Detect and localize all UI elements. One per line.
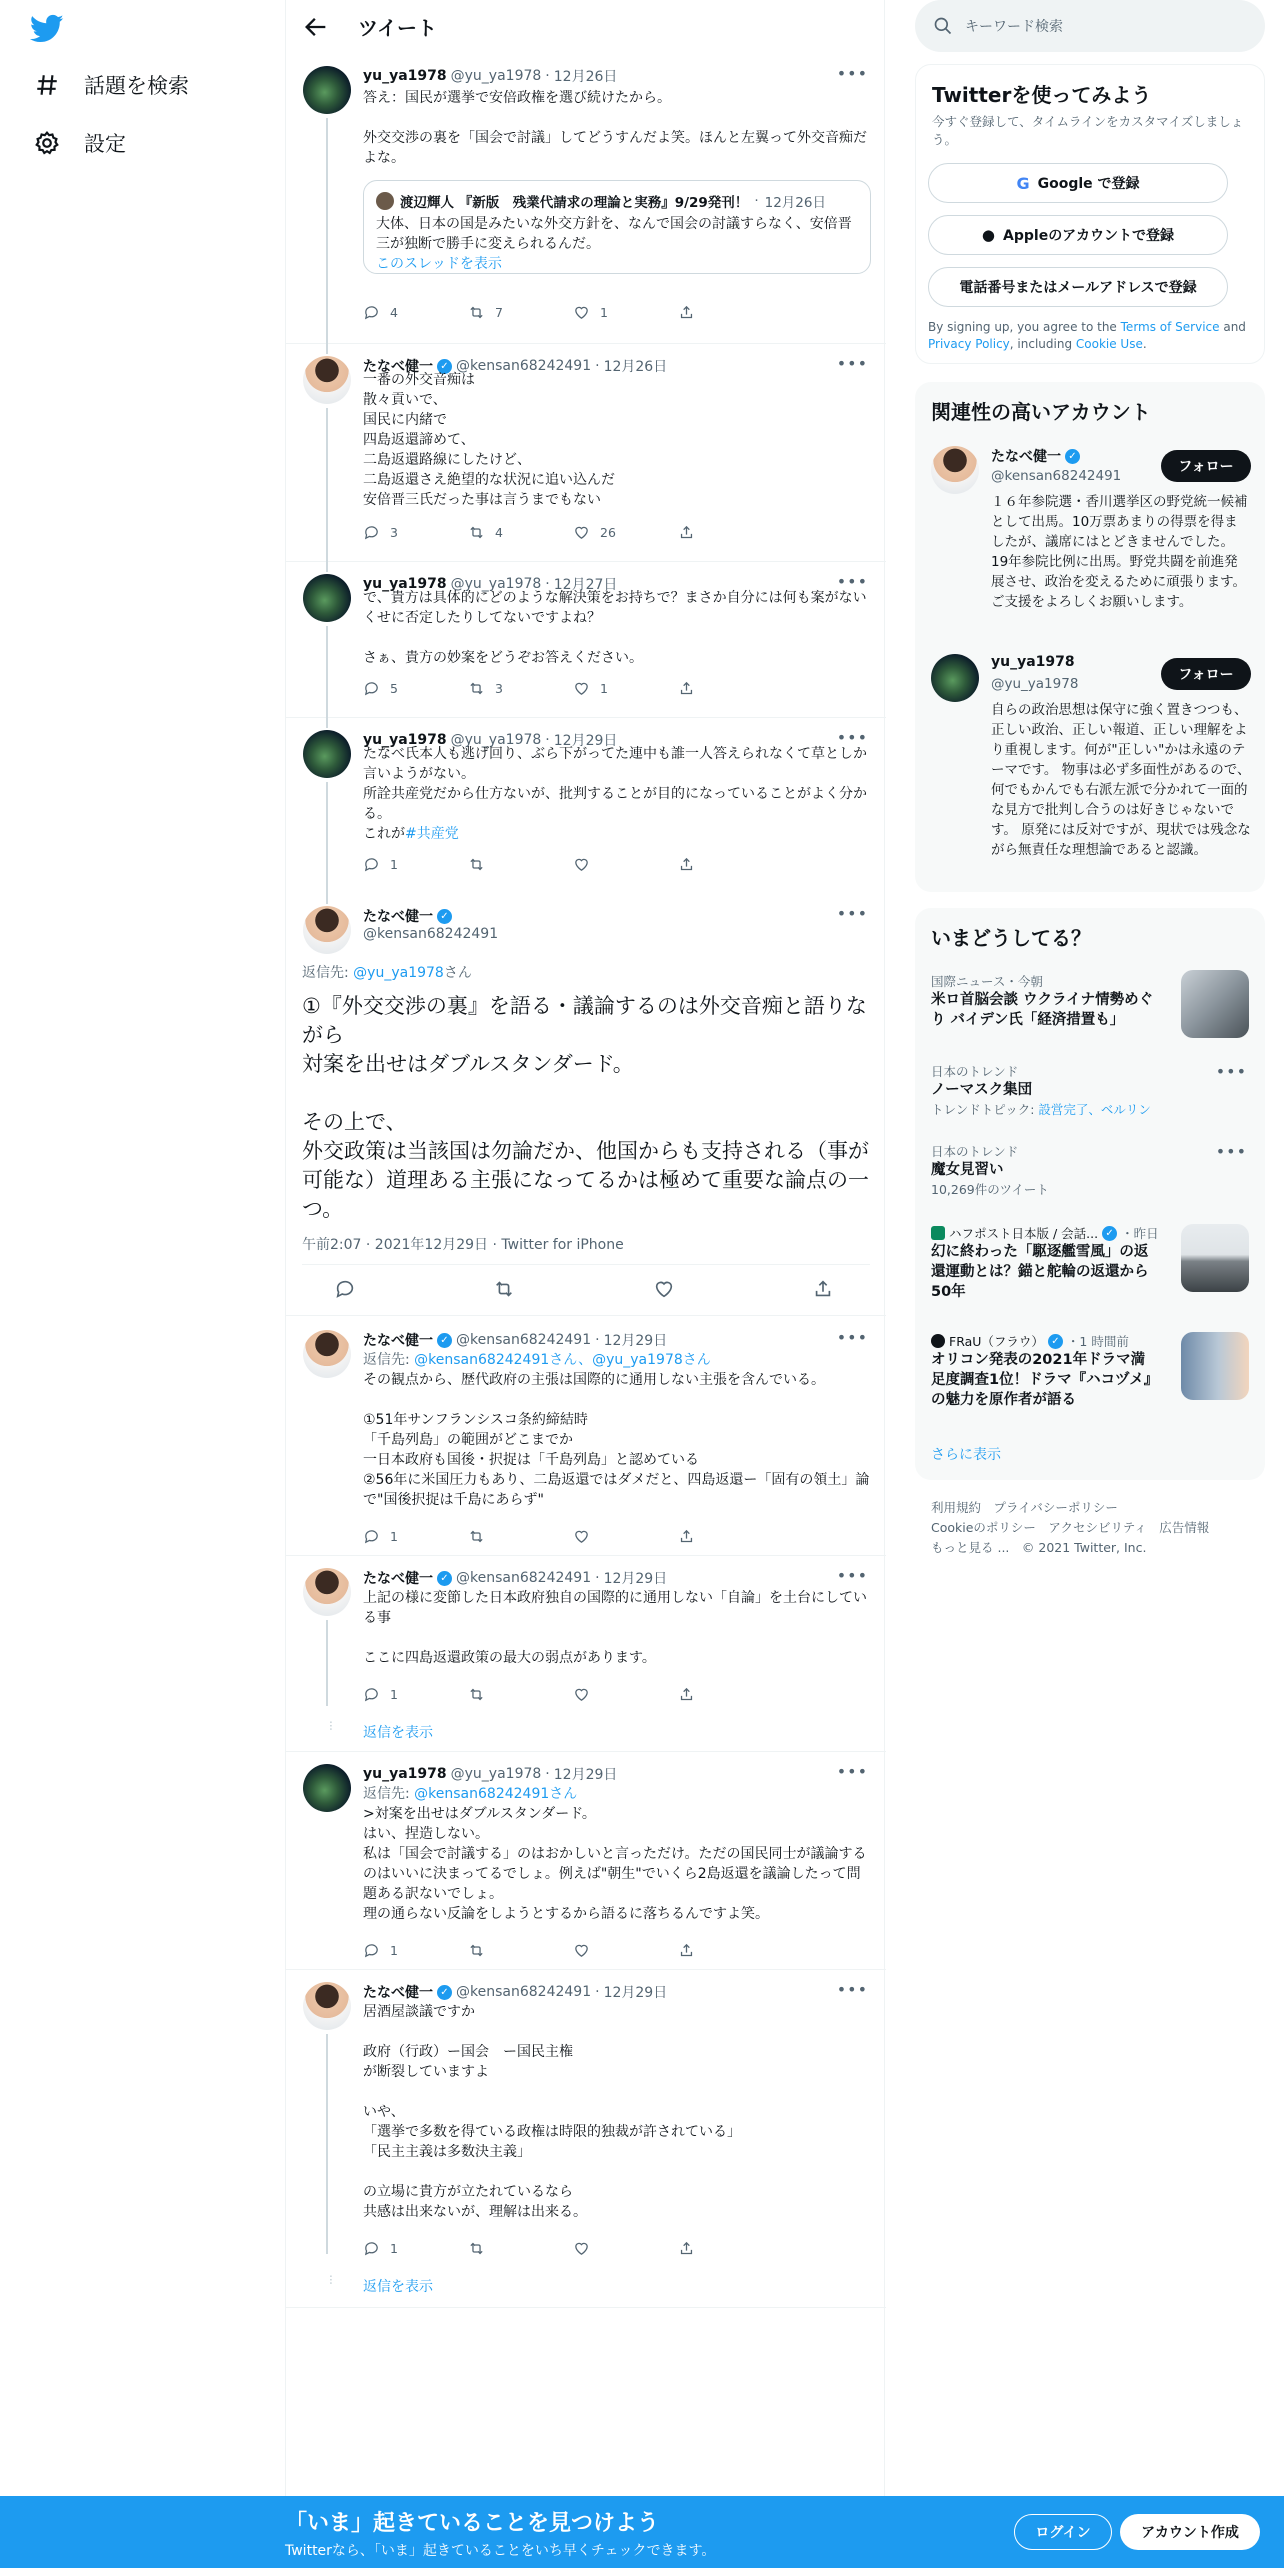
reply-to-handles[interactable]: @kensan68242491さん、@yu_ya1978さん <box>414 1352 711 1368</box>
display-name[interactable]: たなべ健一 <box>363 1571 433 1587</box>
reply-icon <box>363 1942 380 1959</box>
share-icon <box>678 2240 695 2257</box>
trend-meta: 国際ニュース・今朝 <box>931 974 1043 989</box>
handle[interactable]: @yu_ya1978 <box>450 732 542 748</box>
publisher-name: FRaU（フラウ） <box>949 1334 1044 1349</box>
tweet-actions <box>363 1528 783 1545</box>
retweet-count: 4 <box>495 525 503 540</box>
main-tweet-text: ①『外交交渉の裏』を語る・議論するのは外交音痴と語りながら 対案を出せはダブルスタンダード。 その上で、 外交政策は当該国は勿論だか、他国からも支持される（事が可能な）道理ある主張になってるかは極めて重要な論点の一つ。 <box>302 994 869 1221</box>
tweet-header: たなべ健一 ✓ @kensan68242491 · 12月29日 <box>363 1570 668 1587</box>
more-icon[interactable]: ••• <box>836 64 868 83</box>
tweet-handle-row <box>363 926 498 942</box>
like-count: 26 <box>600 525 616 540</box>
avatar[interactable] <box>303 66 351 114</box>
tweet-text <box>363 744 871 844</box>
avatar[interactable] <box>303 356 351 404</box>
more-icon[interactable]: ••• <box>836 1762 868 1781</box>
handle[interactable]: @yu_ya1978 <box>450 1766 542 1782</box>
tweet[interactable] <box>286 54 886 344</box>
display-name[interactable]: たなべ健一 <box>363 909 433 925</box>
back-arrow-icon[interactable] <box>302 13 330 41</box>
news-thumbnail[interactable] <box>1181 1332 1249 1400</box>
handle[interactable]: @kensan68242491 <box>456 358 592 374</box>
tweet-date[interactable]: 12月29日 <box>603 1571 668 1587</box>
reply-to-prefix: 返信先: <box>302 965 349 981</box>
share-button[interactable] <box>678 680 783 697</box>
phone-signup-button[interactable] <box>928 267 1228 307</box>
login-button[interactable]: ログイン <box>1014 2514 1112 2550</box>
retweet-button[interactable] <box>468 2240 573 2257</box>
reply-icon <box>363 2240 380 2257</box>
like-button[interactable] <box>573 304 678 321</box>
tweet-text: 答え：国民が選挙で安倍政権を選び続けたから。 外交交渉の裏を「国会で討議」してどうすんだよ笑。ほんと左翼って外交音痴だよな。 <box>363 90 867 166</box>
display-name[interactable]: たなべ健一 <box>363 1333 433 1349</box>
account-handle[interactable]: @yu_ya1978 <box>991 676 1079 692</box>
reply-icon <box>363 680 380 697</box>
trend-item[interactable] <box>931 1062 1249 1118</box>
terms-prefix: By signing up, you agree to the <box>928 320 1121 334</box>
thread-line <box>326 344 328 354</box>
reply-tweet[interactable] <box>286 1318 886 1556</box>
footer-links <box>931 1498 1209 1558</box>
apple-signup-label: Appleのアカウントで登録 <box>1003 228 1175 244</box>
verified-badge-icon: ✓ <box>437 909 452 924</box>
like-button[interactable] <box>573 1686 678 1703</box>
reply-icon[interactable] <box>334 1278 356 1300</box>
share-icon <box>678 1686 695 1703</box>
reply-to <box>302 962 472 982</box>
avatar[interactable] <box>931 654 979 702</box>
thread-line <box>326 2034 328 2254</box>
bottom-subtext: Twitterなら、「いま」起きていることをいち早くチェックできます。 <box>285 2543 716 2559</box>
reply-count: 1 <box>390 1687 398 1702</box>
show-replies-link[interactable]: 返信を表示 <box>363 1725 433 1741</box>
display-name[interactable]: たなべ健一 <box>363 1985 433 2001</box>
like-button[interactable] <box>573 1942 678 1959</box>
tweet-text-body: たなべ氏本人も逃げ回り、ぶら下がってた連中も誰一人答えられなくて草としか言いようがない。 所詮共産党だから仕方ないが、批判することが目的になっていることがよく分かる。 これが <box>363 746 867 842</box>
reply-count: 3 <box>390 525 398 540</box>
google-icon: G <box>1016 173 1030 193</box>
reply-tweet[interactable] <box>286 1970 886 2308</box>
tweet-header: たなべ健一 ✓ @kensan68242491 · 12月26日 <box>363 358 668 375</box>
heart-icon <box>573 1942 590 1959</box>
share-button[interactable] <box>678 856 783 873</box>
heart-icon <box>573 524 590 541</box>
thread-line <box>326 118 328 344</box>
reply-to <box>363 1350 871 1370</box>
tweet-actions <box>363 1942 783 1959</box>
center-column <box>285 0 885 2568</box>
tweet-actions <box>363 524 783 541</box>
huffpost-logo-icon <box>931 1226 945 1240</box>
reply-to-handles[interactable]: @kensan68242491さん <box>414 1786 578 1802</box>
tweet-meta: 午前2:07 · 2021年12月29日 · Twitter for iPhone <box>302 1237 624 1253</box>
heart-icon <box>573 680 590 697</box>
display-name[interactable]: yu_ya1978 <box>363 68 447 84</box>
share-icon <box>678 680 695 697</box>
search-input[interactable] <box>915 0 1265 52</box>
display-name[interactable]: yu_ya1978 <box>363 1766 447 1782</box>
account-bio: １６年参院選・香川選挙区の野党統一候補として出馬。10万票あまりの得票を得ましたが、議席にはとどきませんでした。19年参院比例に出馬。野党共闘を前進発展させ、政治を変えるために頑張ります。ご支援をよろしくお願いします。 <box>991 494 1248 610</box>
tweet-date[interactable]: 12月26日 <box>553 69 618 85</box>
reply-count: 4 <box>390 305 398 320</box>
search-placeholder: キーワード検索 <box>965 19 1063 35</box>
thread-line <box>326 626 328 718</box>
reply-icon <box>363 524 380 541</box>
avatar[interactable] <box>303 1330 351 1378</box>
tweet-header: たなべ健一 ✓ @kensan68242491 · 12月29日 <box>363 1984 668 2001</box>
handle[interactable]: @kensan68242491 <box>456 1570 592 1586</box>
trend-topics <box>931 1100 1249 1118</box>
retweet-icon <box>468 1686 485 1703</box>
trend-title: オリコン発表の2021年ドラマ満足度調査1位！ドラマ『ハコヅメ』の魅力を原作者が語る <box>931 1352 1159 1408</box>
verified-badge-icon: ✓ <box>1065 449 1080 464</box>
more-icon[interactable]: ••• <box>836 572 868 591</box>
news-thumbnail[interactable] <box>1181 970 1249 1038</box>
more-icon[interactable]: ••• <box>1215 1142 1247 1161</box>
gear-icon <box>32 128 62 158</box>
phone-signup-label: 電話番号またはメールアドレスで登録 <box>959 280 1197 296</box>
news-thumbnail[interactable] <box>1181 1224 1249 1292</box>
heart-icon <box>573 1686 590 1703</box>
publish-time: ・1 時間前 <box>1066 1334 1129 1349</box>
tweet-actions <box>363 680 783 697</box>
reply-button[interactable] <box>363 1686 468 1703</box>
main-tweet-actions <box>334 1278 834 1300</box>
display-name[interactable]: yu_ya1978 <box>363 732 447 748</box>
tweet-date[interactable]: 12月27日 <box>553 577 618 593</box>
reply-count: 1 <box>390 1529 398 1544</box>
search-icon <box>933 16 953 36</box>
heart-icon <box>573 856 590 873</box>
cookie-link[interactable]: Cookie Use <box>1075 337 1143 351</box>
trends-panel <box>915 908 1265 1480</box>
publish-time: ・昨日 <box>1121 1226 1159 1241</box>
trend-title: 幻に終わった「駆逐艦雪風」の返還運動とは？錨と舵輪の返還から50年 <box>931 1244 1149 1300</box>
avatar[interactable] <box>303 1982 351 2030</box>
account-bio: 自らの政治思想は保守に強く置きつつも、正しい政治、正しい報道、正しい理解をより重視します。何が"正しい"かは永遠のテーマです。 物事は必ず多面性があるので、何でもかんでも右派左派で分かれて一面的な見方で批判し合うのは好きじゃないです。 原発には反対ですが、現状では残念ながら無責任な理想論であると認識。 <box>991 702 1251 858</box>
share-icon <box>678 856 695 873</box>
nav-explore[interactable] <box>32 70 189 100</box>
tweet-actions <box>363 304 783 321</box>
handle[interactable]: @yu_ya1978 <box>450 576 542 592</box>
quote-name: 渡辺輝人 『新版 残業代請求の理論と実務』9/29発刊！ <box>400 195 749 211</box>
retweet-icon <box>468 856 485 873</box>
page-title: ツイート <box>358 16 437 40</box>
signup-subtitle: 今すぐ登録して、タイムラインをカスタマイズしましょう。 <box>932 114 1244 147</box>
terms-link[interactable]: Terms of Service <box>1120 320 1220 334</box>
avatar[interactable] <box>303 1764 351 1812</box>
reply-count: 1 <box>390 2241 398 2256</box>
tweet-header: yu_ya1978 @yu_ya1978 · 12月29日 <box>363 732 618 749</box>
trend-item[interactable] <box>931 1142 1249 1198</box>
share-button[interactable] <box>678 1942 783 1959</box>
share-icon <box>678 524 695 541</box>
more-icon[interactable]: ••• <box>836 354 868 373</box>
reply-count: 1 <box>390 1943 398 1958</box>
retweet-icon <box>468 680 485 697</box>
reply-count: 5 <box>390 681 398 696</box>
signup-panel <box>915 64 1265 364</box>
reply-icon <box>363 1528 380 1545</box>
tweet-header: yu_ya1978 @yu_ya1978 · 12月27日 <box>363 576 618 593</box>
bottom-signup-bar <box>0 2496 1284 2568</box>
tweet-header: yu_ya1978 @yu_ya1978 · 12月26日 <box>363 68 618 85</box>
like-count: 1 <box>600 305 608 320</box>
tweet-text: 居酒屋談議ですか 政府（行政）ー国会 ー国民主権 が断裂していますよ いや、 「選挙で多数を得ている政権は時限的独裁が許されている」 「民主主義は多数決主義」 の立場に貴方が立たれているなら 共感は出来ないが、理解は出来る。 <box>363 2004 741 2220</box>
publisher-name: ハフポスト日本版 / 会話... <box>949 1226 1099 1241</box>
avatar[interactable] <box>303 906 351 954</box>
share-button[interactable] <box>678 304 783 321</box>
verified-badge-icon: ✓ <box>437 1571 452 1586</box>
show-thread-link[interactable]: このスレッドを表示 <box>376 256 502 272</box>
nav-explore-label: 話題を検索 <box>84 74 189 98</box>
more-icon[interactable]: ••• <box>836 1566 868 1585</box>
retweet-button[interactable] <box>468 1686 573 1703</box>
heart-icon <box>573 304 590 321</box>
tweet[interactable] <box>286 344 886 562</box>
tweet-date[interactable]: 12月29日 <box>553 1767 618 1783</box>
handle[interactable]: @kensan68242491 <box>363 926 499 942</box>
more-icon[interactable]: ••• <box>836 728 868 747</box>
retweet-button[interactable] <box>468 680 573 697</box>
verified-badge-icon: ✓ <box>437 1985 452 2000</box>
more-icon[interactable]: ••• <box>836 1980 868 1999</box>
avatar[interactable] <box>303 730 351 778</box>
hashtag-icon <box>32 70 62 100</box>
trend-title: ノーマスク集団 <box>931 1082 1033 1098</box>
thread-dots: ··· <box>322 2274 338 2285</box>
tweet-text: で、貴方は具体的にどのような解決策をお持ちで？まさか自分には何も案がないくせに否定したりしてないですよね？ さぁ、貴方の妙案をどうぞお答えください。 <box>363 590 867 666</box>
thread-line <box>326 782 328 894</box>
terms-including: , including <box>1009 337 1076 351</box>
retweet-button[interactable] <box>468 524 573 541</box>
signup-title: Twitterを使ってみよう <box>932 83 1152 107</box>
tweet-header: たなべ健一 ✓ @kensan68242491 · 12月29日 <box>363 1332 668 1349</box>
trend-topic-links[interactable]: 設営完了、ベルリン <box>1038 1102 1151 1117</box>
account-name[interactable]: yu_ya1978 <box>991 654 1075 670</box>
quote-tweet[interactable]: 渡辺輝人 『新版 残業代請求の理論と実務』9/29発刊！ · 12月26日 大体、日本の国是みたいな外交方針を、なんで国会の討議すらなく、安倍晋三が独断で勝手に変えられるんだ。 このスレッドを表示 <box>363 180 871 274</box>
display-name[interactable]: yu_ya1978 <box>363 576 447 592</box>
relevant-title: 関連性の高いアカウント <box>931 400 1151 424</box>
like-button[interactable] <box>573 856 678 873</box>
reply-icon <box>363 856 380 873</box>
signup-button[interactable]: アカウント作成 <box>1120 2514 1260 2550</box>
reply-count: 1 <box>390 857 398 872</box>
tweet-date[interactable]: 12月29日 <box>603 1333 668 1349</box>
heart-icon <box>573 2240 590 2257</box>
retweet-button[interactable] <box>468 1528 573 1545</box>
like-count: 1 <box>600 681 608 696</box>
quote-text: 大体、日本の国是みたいな外交方針を、なんで国会の討議すらなく、安倍晋三が独断で勝手に変えられるんだ。 <box>376 216 852 252</box>
relevant-accounts-panel <box>915 382 1265 892</box>
trend-topics-prefix: トレンドトピック: <box>931 1102 1039 1117</box>
tweet-date[interactable]: 12月29日 <box>603 1985 668 2001</box>
reply-button[interactable] <box>363 1528 468 1545</box>
reply-to-suffix: さん <box>443 965 472 981</box>
tweet-date[interactable]: 12月26日 <box>603 359 668 375</box>
quote-avatar <box>376 192 394 210</box>
retweet-icon <box>468 1942 485 1959</box>
google-signup-button[interactable] <box>928 163 1228 203</box>
like-button[interactable] <box>573 680 678 697</box>
apple-signup-button[interactable] <box>928 215 1228 255</box>
frau-logo-icon <box>931 1334 945 1348</box>
verified-badge-icon: ✓ <box>1048 1334 1063 1349</box>
account-name-row <box>991 446 1080 466</box>
retweet-count: 3 <box>495 681 503 696</box>
reply-to-prefix: 返信先: <box>363 1786 415 1802</box>
footer-line[interactable]: もっと見る ... © 2021 Twitter, Inc. <box>931 1540 1147 1555</box>
retweet-icon[interactable] <box>493 1278 515 1300</box>
verified-badge-icon: ✓ <box>437 1333 452 1348</box>
reply-button[interactable] <box>363 2240 468 2257</box>
reply-tweet[interactable] <box>286 1556 886 1752</box>
tweet-actions <box>363 1686 783 1703</box>
tweet-text: 上記の様に変節した日本政府独自の国際的に通用しない「自論」を土台にしている事 ここに四島返還政策の最大の弱点があります。 <box>363 1590 867 1666</box>
like-button[interactable] <box>573 2240 678 2257</box>
retweet-button[interactable] <box>468 1942 573 1959</box>
reply-icon <box>363 304 380 321</box>
terms-text <box>928 319 1254 353</box>
follow-button[interactable]: フォロー <box>1161 658 1251 690</box>
share-icon <box>678 1528 695 1545</box>
handle[interactable]: @kensan68242491 <box>456 1984 592 2000</box>
more-icon[interactable]: ••• <box>836 1328 868 1347</box>
tweet-header: yu_ya1978 @yu_ya1978 · 12月29日 <box>363 1766 618 1783</box>
account-handle[interactable]: @kensan68242491 <box>991 468 1122 484</box>
retweet-icon <box>468 2240 485 2257</box>
privacy-link[interactable]: Privacy Policy <box>928 337 1010 351</box>
reply-button[interactable] <box>363 680 468 697</box>
retweet-count: 7 <box>495 305 503 320</box>
page-header <box>286 0 886 54</box>
thread-line <box>326 894 328 904</box>
reply-tweet[interactable] <box>286 1752 886 1970</box>
follow-button[interactable]: フォロー <box>1161 450 1251 482</box>
thread-dots: ··· <box>322 1720 338 1731</box>
heart-icon <box>573 1528 590 1545</box>
share-button[interactable] <box>678 1686 783 1703</box>
reply-to-handle[interactable]: @yu_ya1978 <box>353 965 444 981</box>
more-icon[interactable]: ••• <box>1215 1062 1247 1081</box>
apple-icon: ● <box>981 226 996 244</box>
reply-to-prefix: 返信先: <box>363 1352 415 1368</box>
hashtag-link[interactable]: #共産党 <box>405 826 459 842</box>
terms-dot: . <box>1142 337 1147 351</box>
trend-meta: 日本のトレンド <box>931 1064 1019 1079</box>
reply-button[interactable] <box>363 856 468 873</box>
retweet-icon <box>468 1528 485 1545</box>
trend-title: 米ロ首脳会談 ウクライナ情勢めぐり バイデン氏「経済措置も」 <box>931 992 1154 1028</box>
like-button[interactable] <box>573 524 678 541</box>
share-button[interactable] <box>678 1528 783 1545</box>
left-nav <box>0 0 285 2568</box>
thread-line <box>326 562 328 572</box>
more-icon[interactable]: ••• <box>836 904 868 923</box>
tweet-actions <box>363 2240 783 2257</box>
heart-icon[interactable] <box>653 1278 675 1300</box>
avatar[interactable] <box>303 1568 351 1616</box>
quote-date: 12月26日 <box>764 195 826 211</box>
verified-badge-icon: ✓ <box>1102 1226 1117 1241</box>
retweet-button[interactable] <box>468 304 573 321</box>
display-name[interactable]: たなべ健一 <box>363 359 433 375</box>
verified-badge-icon: ✓ <box>437 359 452 374</box>
account-name[interactable]: たなべ健一 <box>991 449 1061 465</box>
trends-title: いまどうしてる？ <box>931 926 1091 950</box>
avatar[interactable] <box>931 446 979 494</box>
tweet-actions <box>363 856 783 873</box>
main-tweet <box>286 894 886 1316</box>
share-icon <box>678 304 695 321</box>
tweet[interactable] <box>286 562 886 718</box>
terms-and: and <box>1219 320 1246 334</box>
twitter-logo-icon[interactable] <box>30 14 64 48</box>
handle[interactable]: @kensan68242491 <box>456 1332 592 1348</box>
tweet-text: >対案を出せはダブルスタンダード。 はい、捏造しない。 私は「国会で討議する」のはおかしいと言っただけ。ただの国民同士が議論するのはいいに決まってるでしょ。例えば"朝生"でいくら2島返還を議論したって問題ある訳ないでしょ。 理の通らない反論をしようとするから語るに落ちるんですよ笑。 <box>363 1806 867 1922</box>
bottom-headline: 「いま」起きていることを見つけよう <box>285 2511 660 2536</box>
retweet-button[interactable] <box>468 856 573 873</box>
thread-line <box>326 1620 328 1706</box>
nav-settings[interactable] <box>32 128 126 158</box>
handle[interactable]: @yu_ya1978 <box>450 68 542 84</box>
show-replies-link[interactable]: 返信を表示 <box>363 2279 433 2295</box>
tweet-date[interactable]: 12月29日 <box>553 733 618 749</box>
google-signup-label: Google で登録 <box>1037 176 1140 192</box>
avatar[interactable] <box>303 574 351 622</box>
reply-button[interactable] <box>363 304 468 321</box>
tweet-text: その観点から、歴代政府の主張は国際的に通用しない主張を含んでいる。 ①51年サンフランシスコ条約締結時 「千島列島」の範囲がどこまでか 一日本政府も国後・択捉は「千島列島」と認めている ②56年に米国圧力もあり、二島返還ではダメだと、四島返還ー「固有の領土」論で"国後択捉は千島にあらず" <box>363 1372 870 1508</box>
like-button[interactable] <box>573 1528 678 1545</box>
tweet-text: 一番の外交音痴は 散々貢いで、 国民に内緒で 四島返還諦めて、 二島返還路線にしたけど、 二島返還さえ絶望的な状況に追い込んだ 安倍晋三氏だった事は言うまでもない <box>363 372 615 508</box>
tweet-header <box>363 906 452 926</box>
footer-line[interactable]: 利用規約 プライバシーポリシー <box>931 1500 1118 1515</box>
share-button[interactable] <box>678 524 783 541</box>
tweet[interactable] <box>286 718 886 894</box>
reply-button[interactable] <box>363 1942 468 1959</box>
footer-line[interactable]: Cookieのポリシー アクセシビリティ 広告情報 <box>931 1520 1210 1535</box>
trend-count: 10,269件のツイート <box>931 1182 1049 1197</box>
nav-settings-label: 設定 <box>84 132 126 156</box>
reply-icon <box>363 1686 380 1703</box>
share-icon[interactable] <box>812 1278 834 1300</box>
trend-title: 魔女見習い <box>931 1162 1004 1178</box>
thread-line <box>326 718 328 728</box>
thread-line <box>326 408 328 562</box>
share-button[interactable] <box>678 2240 783 2257</box>
retweet-icon <box>468 524 485 541</box>
show-more-link[interactable]: さらに表示 <box>931 1447 1001 1463</box>
reply-to <box>363 1784 871 1804</box>
reply-button[interactable] <box>363 524 468 541</box>
share-icon <box>678 1942 695 1959</box>
trend-meta: 日本のトレンド <box>931 1144 1019 1159</box>
retweet-icon <box>468 304 485 321</box>
